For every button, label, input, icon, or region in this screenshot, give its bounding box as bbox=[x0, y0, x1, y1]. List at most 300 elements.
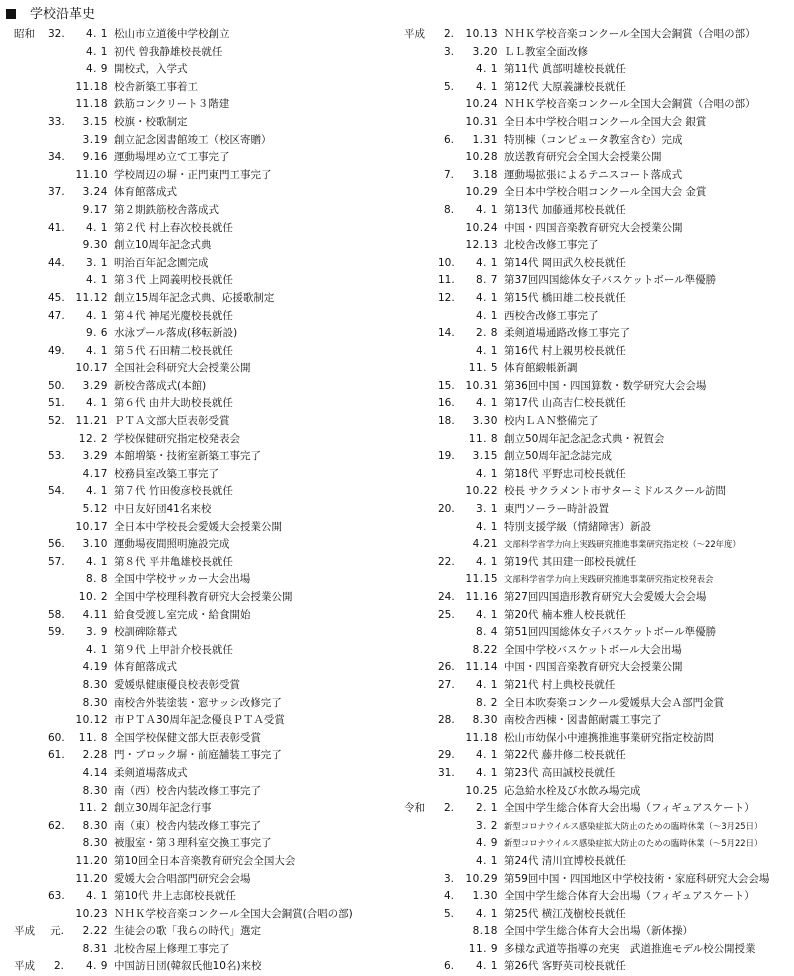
date-label: 9. 6 bbox=[85, 327, 108, 340]
date-label: 11.18 bbox=[75, 80, 108, 93]
history-row bbox=[14, 79, 400, 97]
history-row bbox=[14, 589, 400, 607]
history-row bbox=[404, 79, 790, 97]
year-label: 62. bbox=[48, 819, 65, 832]
date-label: 4. 1 bbox=[475, 467, 498, 480]
history-row bbox=[404, 730, 790, 748]
date-label: 8.30 bbox=[82, 696, 108, 709]
event-text: 体育館緞帳新調 bbox=[504, 362, 578, 375]
date-label: 4. 1 bbox=[475, 203, 498, 216]
event-text: 第24代 清川宜博校長就任 bbox=[504, 854, 626, 867]
date-label: 4. 1 bbox=[475, 678, 498, 691]
event-text: 第16代 村上親男校長就任 bbox=[504, 344, 626, 357]
date-label: 4.21 bbox=[472, 538, 498, 551]
date-label: 4. 1 bbox=[475, 749, 498, 762]
date-label: 11.10 bbox=[75, 168, 108, 181]
date-label: 11.20 bbox=[75, 872, 108, 885]
event-text: 文部科学省学力向上実践研究推進事業研究指定校発表会 bbox=[504, 574, 714, 585]
event-text: 運動場埋め立て工事完了 bbox=[114, 151, 230, 164]
date-label: 3. 1 bbox=[85, 256, 108, 269]
event-text: 創立30周年記念行事 bbox=[114, 802, 212, 815]
event-text: 創立記念図書館竣工（校区寄贈） bbox=[114, 133, 272, 146]
history-row bbox=[404, 466, 790, 484]
event-text: 校内ＬＡＮ整備完了 bbox=[504, 415, 599, 428]
event-text: ＰＴＡ文部大臣表彰受賞 bbox=[114, 415, 230, 428]
date-label: 3.29 bbox=[82, 379, 108, 392]
history-row bbox=[14, 44, 400, 62]
event-text: 第22代 藤井修二校長就任 bbox=[504, 749, 626, 762]
event-text: 特別棟（コンピュータ教室含む）完成 bbox=[504, 133, 683, 146]
date-label: 9.17 bbox=[82, 203, 108, 216]
date-label: 4.11 bbox=[82, 608, 108, 621]
date-label: 2.28 bbox=[82, 749, 108, 762]
year-label: 16. bbox=[438, 397, 455, 410]
event-text: 第５代 石田精二校長就任 bbox=[114, 344, 233, 357]
date-label: 4. 1 bbox=[475, 309, 498, 322]
history-row bbox=[404, 624, 790, 642]
history-row bbox=[404, 290, 790, 308]
history-row bbox=[14, 272, 400, 290]
event-text: 中日友好団41名来校 bbox=[114, 503, 212, 516]
history-row bbox=[404, 44, 790, 62]
year-label: 3. bbox=[443, 45, 454, 58]
year-label: 50. bbox=[48, 379, 65, 392]
date-label: 4. 1 bbox=[475, 555, 498, 568]
history-row bbox=[404, 941, 790, 959]
event-text: 第17代 山高吉仁校長就任 bbox=[504, 397, 626, 410]
history-row bbox=[404, 343, 790, 361]
date-label: 10.25 bbox=[465, 784, 498, 797]
date-label: 8.30 bbox=[82, 678, 108, 691]
date-label: 10.24 bbox=[465, 221, 498, 234]
history-row bbox=[14, 712, 400, 730]
year-label: 56. bbox=[48, 538, 65, 551]
date-label: 4. 9 bbox=[85, 63, 108, 76]
history-row bbox=[14, 237, 400, 255]
event-text: 南校舎外装塗装・窓サッシ改修完了 bbox=[114, 696, 282, 709]
history-row bbox=[14, 888, 400, 906]
history-row bbox=[404, 220, 790, 238]
history-row bbox=[14, 413, 400, 431]
event-text: ＮＨＫ学校音楽コンクール全国大会銅賞(合唱の部) bbox=[114, 907, 353, 920]
history-row bbox=[14, 96, 400, 114]
date-label: 10.28 bbox=[465, 151, 498, 164]
event-text: 第７代 竹田俊彦校長就任 bbox=[114, 485, 233, 498]
year-label: 2. bbox=[53, 960, 64, 973]
history-row bbox=[404, 413, 790, 431]
date-label: 4. 9 bbox=[85, 960, 108, 973]
history-row bbox=[14, 923, 400, 941]
event-text: 第10代 井上志郎校長就任 bbox=[114, 890, 236, 903]
year-label: 44. bbox=[48, 256, 65, 269]
event-text: 北校舎改修工事完了 bbox=[504, 239, 599, 252]
history-row bbox=[404, 483, 790, 501]
year-label: 58. bbox=[48, 608, 65, 621]
event-text: 全国中学校サッカー大会出場 bbox=[114, 573, 251, 586]
date-label: 3.15 bbox=[82, 115, 108, 128]
event-text: 全国中学生総合体育大会出場（新体操） bbox=[504, 925, 693, 938]
event-text: 第21代 村上典校長就任 bbox=[504, 678, 616, 691]
event-text: 第27回四国造形教育研究大会愛媛大会会場 bbox=[504, 591, 707, 603]
history-row bbox=[14, 642, 400, 660]
year-label: 53. bbox=[48, 450, 65, 463]
history-row bbox=[404, 800, 790, 818]
year-label: 26. bbox=[438, 661, 455, 674]
event-text: 第20代 楠本雅人校長就任 bbox=[504, 608, 626, 621]
event-text: 全日本中学校長会愛媛大会授業公開 bbox=[114, 520, 282, 533]
history-row bbox=[404, 571, 790, 589]
event-text: 文部科学省学力向上実践研究推進事業研究指定校（～22年度） bbox=[504, 539, 741, 550]
date-label: 10.13 bbox=[465, 28, 498, 40]
year-label: 12. bbox=[438, 291, 455, 304]
date-label: 11. 8 bbox=[78, 731, 108, 744]
date-label: 11.21 bbox=[75, 415, 108, 428]
date-label: 10.12 bbox=[75, 714, 108, 727]
date-label: 4. 1 bbox=[475, 344, 498, 357]
date-label: 3.15 bbox=[472, 450, 498, 463]
date-label: 4. 1 bbox=[85, 643, 108, 656]
event-text: 中国・四国音楽教育研究大会授業公開 bbox=[504, 221, 683, 234]
year-label: 18. bbox=[438, 415, 455, 428]
history-row bbox=[14, 695, 400, 713]
year-label: 4. bbox=[443, 890, 454, 903]
event-text: 給食受渡し室完成・給食開始 bbox=[114, 608, 251, 621]
event-text: 中国訪日団(韓叙氏他10名)来校 bbox=[114, 960, 262, 973]
date-label: 11. 8 bbox=[468, 432, 498, 445]
event-text: 第12代 大原義謙校長就任 bbox=[504, 80, 626, 93]
history-row bbox=[14, 941, 400, 959]
event-text: 全国社会科研究大会授業公開 bbox=[114, 362, 251, 375]
event-text: 第４代 神尾光慶校長就任 bbox=[114, 309, 233, 322]
event-text: 全国中学校バスケットボール大会出場 bbox=[504, 643, 682, 656]
history-row bbox=[404, 378, 790, 396]
history-row bbox=[404, 184, 790, 202]
date-label: 10.17 bbox=[75, 362, 108, 375]
date-label: 10. 2 bbox=[78, 591, 108, 603]
date-label: 8.30 bbox=[472, 714, 498, 727]
event-text: 学校周辺の塀・正門東門工事完了 bbox=[114, 168, 272, 181]
history-row bbox=[14, 958, 400, 976]
event-text: 南（東）校舎内装改修工事完了 bbox=[114, 819, 261, 832]
event-text: 全国中学生総合体育大会出場（フィギュアスケート） bbox=[504, 890, 755, 903]
event-text: 第26代 客野英司校長就任 bbox=[504, 960, 626, 973]
date-label: 4. 1 bbox=[475, 907, 498, 920]
history-row bbox=[404, 853, 790, 871]
date-label: 5.12 bbox=[82, 503, 108, 516]
era-label: 昭和 bbox=[14, 28, 35, 40]
square-bullet-icon bbox=[6, 9, 16, 19]
history-row bbox=[14, 871, 400, 889]
history-row bbox=[404, 448, 790, 466]
year-label: 29. bbox=[438, 749, 455, 762]
event-text: 南校舎西棟・図書館耐震工事完了 bbox=[504, 714, 662, 727]
history-row bbox=[14, 607, 400, 625]
event-text: 全日本中学校合唱コンクール全国大会 銀賞 bbox=[504, 115, 707, 128]
history-row bbox=[404, 431, 790, 449]
history-row bbox=[14, 519, 400, 537]
date-label: 2.22 bbox=[82, 925, 108, 938]
date-label: 4. 1 bbox=[85, 28, 108, 40]
year-label: 32. bbox=[48, 28, 65, 40]
date-label: 10.29 bbox=[465, 186, 498, 199]
history-row bbox=[14, 114, 400, 132]
date-label: 4. 1 bbox=[85, 890, 108, 903]
event-text: 第２期鉄筋校舎落成式 bbox=[114, 203, 219, 216]
event-text: 創立50周年記念記念式典・祝賀会 bbox=[504, 432, 665, 445]
date-label: 11.18 bbox=[465, 731, 498, 744]
history-row bbox=[14, 149, 400, 167]
date-label: 8.31 bbox=[82, 942, 108, 955]
history-row bbox=[14, 818, 400, 836]
page-title-text: 学校沿革史 bbox=[30, 7, 96, 22]
event-text: 全国学校保健文部大臣表彰受賞 bbox=[114, 731, 261, 744]
date-label: 4. 1 bbox=[85, 397, 108, 410]
date-label: 4. 1 bbox=[475, 960, 498, 973]
history-row bbox=[404, 519, 790, 537]
year-label: 20. bbox=[438, 503, 455, 516]
year-label: 31. bbox=[438, 766, 455, 779]
event-text: 体育館落成式 bbox=[114, 661, 177, 674]
history-row bbox=[14, 132, 400, 150]
date-label: 10.17 bbox=[75, 520, 108, 533]
year-label: 59. bbox=[48, 626, 65, 639]
year-label: 14. bbox=[438, 327, 455, 340]
history-row bbox=[14, 501, 400, 519]
date-label: 4.19 bbox=[82, 661, 108, 674]
year-label: 49. bbox=[48, 344, 65, 357]
date-label: 2. 1 bbox=[475, 802, 498, 815]
event-text: 中国・四国音楽教育研究大会授業公開 bbox=[504, 661, 683, 674]
year-label: 41. bbox=[48, 221, 65, 234]
event-text: 全国中学校理科教育研究大会授業公開 bbox=[114, 591, 293, 603]
event-text: 松山市幼保小中連携推進事業研究指定校訪問 bbox=[504, 731, 714, 744]
event-text: 第59回中国・四国地区中学校技術・家庭科研究大会会場 bbox=[504, 872, 770, 885]
event-text: 全日本吹奏楽コンクール愛媛県大会Ａ部門金賞 bbox=[504, 696, 725, 709]
year-label: 54. bbox=[48, 485, 65, 498]
event-text: 明治百年記念園完成 bbox=[114, 256, 209, 269]
date-label: 11. 9 bbox=[468, 942, 498, 955]
year-label: 5. bbox=[443, 80, 454, 93]
event-text: 全日本中学校合唱コンクール全国大会 金賞 bbox=[504, 186, 707, 199]
history-row bbox=[404, 712, 790, 730]
era-label: 令和 bbox=[404, 802, 425, 815]
page-title bbox=[6, 5, 95, 25]
year-label: 5. bbox=[443, 907, 454, 920]
date-label: 2. 8 bbox=[475, 327, 498, 340]
event-text: 第３代 上岡義明校長就任 bbox=[114, 274, 233, 287]
year-label: 元. bbox=[50, 925, 64, 938]
history-row bbox=[404, 308, 790, 326]
history-row bbox=[14, 255, 400, 273]
history-row bbox=[14, 747, 400, 765]
event-text: 第36回中国・四国算数・数学研究大会会場 bbox=[504, 379, 707, 392]
event-text: 校訓碑除幕式 bbox=[114, 626, 177, 639]
era-label: 平成 bbox=[14, 960, 35, 973]
event-text: 放送教育研究会全国大会授業公開 bbox=[504, 151, 662, 164]
history-row bbox=[404, 659, 790, 677]
date-label: 8. 8 bbox=[85, 573, 108, 586]
year-label: 57. bbox=[48, 555, 65, 568]
date-label: 11. 2 bbox=[78, 802, 108, 815]
history-row bbox=[404, 695, 790, 713]
history-row bbox=[404, 923, 790, 941]
event-text: 第23代 高田誠校長就任 bbox=[504, 766, 616, 779]
event-text: 鉄筋コンクリート３階建 bbox=[114, 98, 230, 111]
history-row bbox=[404, 536, 790, 554]
date-label: 10.22 bbox=[465, 485, 498, 498]
date-label: 4. 1 bbox=[475, 256, 498, 269]
history-row bbox=[14, 360, 400, 378]
history-row bbox=[404, 818, 790, 836]
date-label: 9.30 bbox=[82, 239, 108, 252]
date-label: 4. 1 bbox=[475, 766, 498, 779]
history-row bbox=[404, 871, 790, 889]
history-row bbox=[404, 747, 790, 765]
event-text: 第25代 横江茂樹校長就任 bbox=[504, 907, 626, 920]
history-row bbox=[14, 783, 400, 801]
date-label: 4. 1 bbox=[475, 520, 498, 533]
event-text: 第９代 上甲計介校長就任 bbox=[114, 643, 233, 656]
event-text: 第11代 眞部明雄校長就任 bbox=[504, 63, 626, 76]
event-text: 運動場夜間照明施設完成 bbox=[114, 538, 230, 551]
date-label: 4. 1 bbox=[475, 291, 498, 304]
date-label: 4. 1 bbox=[475, 854, 498, 867]
year-label: 2. bbox=[443, 802, 454, 815]
history-row bbox=[14, 26, 400, 44]
event-text: 第10回全日本音楽教育研究会全国大会 bbox=[114, 854, 296, 867]
date-label: 9.16 bbox=[82, 151, 108, 164]
date-label: 3.10 bbox=[82, 538, 108, 551]
history-row bbox=[404, 132, 790, 150]
event-text: 愛媛大会合唱部門研究会会場 bbox=[114, 872, 251, 885]
history-row bbox=[14, 431, 400, 449]
date-label: 4. 1 bbox=[85, 221, 108, 234]
history-row bbox=[404, 255, 790, 273]
year-label: 47. bbox=[48, 309, 65, 322]
history-row bbox=[404, 888, 790, 906]
history-row bbox=[14, 624, 400, 642]
date-label: 3.29 bbox=[82, 450, 108, 463]
date-label: 3.30 bbox=[472, 415, 498, 428]
history-row bbox=[404, 114, 790, 132]
history-row bbox=[404, 395, 790, 413]
event-text: 創立10周年記念式典 bbox=[114, 239, 212, 252]
year-label: 33. bbox=[48, 115, 65, 128]
year-label: 3. bbox=[443, 872, 454, 885]
year-label: 24. bbox=[438, 591, 455, 603]
year-label: 52. bbox=[48, 415, 65, 428]
event-text: 第14代 岡田武久校長就任 bbox=[504, 256, 626, 269]
event-text: 水泳プール落成(移転新設) bbox=[114, 327, 238, 340]
event-text: 松山市立道後中学校創立 bbox=[114, 28, 230, 40]
event-text: 生徒会の歌「我らの時代」選定 bbox=[114, 925, 261, 938]
date-label: 8.18 bbox=[472, 925, 498, 938]
history-row bbox=[404, 61, 790, 79]
date-label: 8.30 bbox=[82, 837, 108, 850]
date-label: 4. 1 bbox=[85, 274, 108, 287]
event-text: 南（西）校舎内装改修工事完了 bbox=[114, 784, 261, 797]
year-label: 37. bbox=[48, 186, 65, 199]
history-row bbox=[14, 343, 400, 361]
event-text: 第19代 其田建一郎校長就任 bbox=[504, 555, 637, 568]
history-row bbox=[404, 765, 790, 783]
history-row bbox=[404, 26, 790, 44]
date-label: 11.15 bbox=[465, 573, 498, 586]
event-text: 校舎新築工事着工 bbox=[114, 80, 198, 93]
date-label: 11.20 bbox=[75, 854, 108, 867]
event-text: 東門ソーラー時計設置 bbox=[504, 503, 609, 516]
event-text: 第２代 村上春次校長就任 bbox=[114, 221, 233, 234]
history-column-right bbox=[404, 26, 790, 976]
date-label: 10.23 bbox=[75, 907, 108, 920]
date-label: 4. 9 bbox=[475, 837, 498, 850]
year-label: 6. bbox=[443, 133, 454, 146]
date-label: 1.31 bbox=[472, 133, 498, 146]
event-text: 本館増築・技術室新築工事完了 bbox=[114, 450, 261, 463]
era-label: 平成 bbox=[14, 925, 35, 938]
history-row bbox=[404, 607, 790, 625]
history-row bbox=[404, 272, 790, 290]
date-label: 4. 1 bbox=[85, 309, 108, 322]
date-label: 4. 1 bbox=[85, 344, 108, 357]
history-row bbox=[14, 61, 400, 79]
history-row bbox=[404, 589, 790, 607]
history-row bbox=[404, 677, 790, 695]
event-text: 第51回四国総体女子バスケットボール準優勝 bbox=[504, 626, 717, 639]
date-label: 4. 1 bbox=[475, 608, 498, 621]
history-row bbox=[404, 237, 790, 255]
history-row bbox=[14, 800, 400, 818]
history-row bbox=[14, 835, 400, 853]
year-label: 51. bbox=[48, 397, 65, 410]
event-text: 西校舎改修工事完了 bbox=[504, 309, 599, 322]
history-row bbox=[14, 659, 400, 677]
history-row bbox=[404, 554, 790, 572]
event-text: 市ＰＴＡ30周年記念優良ＰＴＡ受賞 bbox=[114, 714, 285, 727]
date-label: 11.12 bbox=[75, 291, 108, 304]
event-text: 初代 曾我静雄校長就任 bbox=[114, 45, 223, 58]
date-label: 4. 1 bbox=[85, 485, 108, 498]
history-row bbox=[14, 220, 400, 238]
history-row bbox=[404, 958, 790, 976]
date-label: 11.16 bbox=[465, 591, 498, 603]
event-text: ＮＨＫ学校音楽コンクール全国大会銅賞（合唱の部） bbox=[504, 98, 756, 111]
year-label: 27. bbox=[438, 678, 455, 691]
date-label: 8.22 bbox=[472, 643, 498, 656]
history-row bbox=[404, 906, 790, 924]
year-label: 7. bbox=[443, 168, 454, 181]
date-label: 10.31 bbox=[465, 115, 498, 128]
event-text: 柔剣道場通路改修工事完了 bbox=[504, 327, 630, 340]
event-text: 学校保健研究指定校発表会 bbox=[114, 432, 240, 445]
year-label: 15. bbox=[438, 379, 455, 392]
date-label: 10.29 bbox=[465, 872, 498, 885]
date-label: 3.19 bbox=[82, 133, 108, 146]
date-label: 3.20 bbox=[472, 45, 498, 58]
history-row bbox=[14, 325, 400, 343]
history-row bbox=[14, 395, 400, 413]
date-label: 3. 9 bbox=[85, 626, 108, 639]
date-label: 4. 1 bbox=[85, 45, 108, 58]
event-text: 体育館落成式 bbox=[114, 186, 177, 199]
history-row bbox=[404, 783, 790, 801]
event-text: 多様な武道等指導の充実 武道推進モデル校公開授業 bbox=[504, 942, 756, 955]
date-label: 3. 2 bbox=[475, 819, 498, 832]
event-text: 特別支援学級（情緒障害）新設 bbox=[504, 520, 651, 533]
history-row bbox=[14, 448, 400, 466]
date-label: 11. 5 bbox=[468, 362, 498, 375]
date-label: 10.31 bbox=[465, 379, 498, 392]
